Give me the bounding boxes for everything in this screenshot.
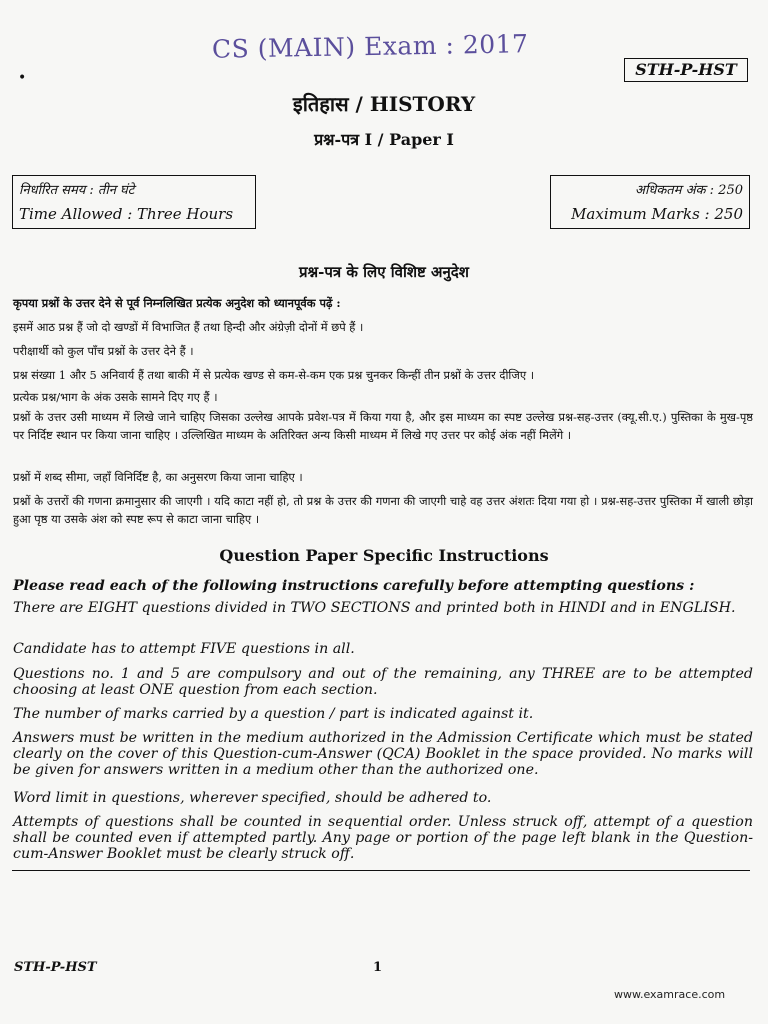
time-allowed-box: [12, 175, 256, 229]
english-instruction-item: Questions no. 1 and 5 are compulsory and out of the remaining, any THREE are to be attempted choosing at least ONE question from each section.: [13, 666, 753, 698]
hindi-instruction-item: प्रश्नों के उत्तरों की गणना क्रमानुसार की जाएगी । यदि काटा नहीं हो, तो प्रश्न के उत्तर की गणना की जाएगी चाहे वह उत्तर अंशतः दिया गया हो । प्रश्न-सह-उत्तर पुस्तिका में खाली छोड़ा हुआ पृष्ठ या उसके अंश को स्पष्ट रूप से काटा जाना चाहिए ।: [13, 494, 753, 526]
time-allowed-english: Time Allowed : Three Hours: [19, 205, 234, 223]
english-instruction-item: Candidate has to attempt FIVE questions in all.: [13, 641, 355, 657]
hindi-instruction-item: प्रश्न संख्या 1 और 5 अनिवार्य हैं तथा बाकी में से प्रत्येक खण्ड से कम-से-कम एक प्रश्न चुनकर किन्हीं तीन प्रश्नों के उत्तर दीजिए ।: [13, 368, 535, 382]
footer-paper-code: STH-P-HST: [14, 960, 97, 975]
paper-title: इतिहास / HISTORY: [292, 92, 476, 116]
exam-stamp: CS (MAIN) Exam : 2017: [211, 29, 529, 64]
hindi-instruction-item: प्रश्नों में शब्द सीमा, जहाँ विनिर्दिष्ट है, का अनुसरण किया जाना चाहिए ।: [13, 470, 303, 484]
english-instructions-heading: Question Paper Specific Instructions: [219, 546, 549, 565]
english-instruction-item: There are EIGHT questions divided in TWO SECTIONS and printed both in HINDI and in ENGLISH.: [13, 600, 736, 616]
hindi-instruction-item: परीक्षार्थी को कुल पाँच प्रश्नों के उत्तर देने हैं ।: [13, 344, 194, 358]
bottom-divider: [12, 870, 750, 871]
hindi-instructions-intro: कृपया प्रश्नों के उत्तर देने से पूर्व निम्नलिखित प्रत्येक अनुदेश को ध्यानपूर्वक पढ़ें :: [13, 296, 341, 310]
hindi-instruction-item: इसमें आठ प्रश्न हैं जो दो खण्डों में विभाजित हैं तथा हिन्दी और अंग्रेज़ी दोनों में छपे हैं ।: [13, 320, 364, 334]
page-number: 1: [373, 960, 383, 975]
paper-subtitle: प्रश्न-पत्र I / Paper I: [314, 130, 454, 149]
paper-code-box: STH-P-HST: [624, 58, 748, 82]
time-allowed-hindi: निर्धारित समय : तीन घंटे: [19, 183, 135, 198]
english-instructions-intro: Please read each of the following instructions carefully before attempting questions :: [13, 578, 695, 594]
hindi-instructions-heading: प्रश्न-पत्र के लिए विशिष्ट अनुदेश: [299, 263, 469, 281]
source-website: www.examrace.com: [614, 988, 726, 1001]
english-instruction-item: Word limit in questions, wherever specified, should be adhered to.: [13, 790, 492, 806]
maximum-marks-hindi: अधिकतम अंक : 250: [635, 183, 743, 198]
english-instruction-item: Answers must be written in the medium authorized in the Admission Certificate which must be stated clearly on the cover of this Question-cum-Answer (QCA) Booklet in the space provided. No marks will be given for answers written in a medium other than the authorized one.: [13, 730, 753, 778]
maximum-marks-box: [550, 175, 750, 229]
english-instruction-item: The number of marks carried by a question / part is indicated against it.: [13, 706, 534, 722]
english-instruction-item: Attempts of questions shall be counted in sequential order. Unless struck off, attempt of a question shall be counted even if attempted partly. Any page or portion of the page left blank in the Question-cum-Answer Booklet must be clearly struck off.: [13, 814, 753, 862]
hindi-instruction-item: प्रत्येक प्रश्न/भाग के अंक उसके सामने दिए गए हैं ।: [13, 390, 218, 404]
maximum-marks-english: Maximum Marks : 250: [571, 205, 743, 223]
hindi-instruction-item: प्रश्नों के उत्तर उसी माध्यम में लिखे जाने चाहिए जिसका उल्लेख आपके प्रवेश-पत्र में किया गया है, और इस माध्यम का स्पष्ट उल्लेख प्रश्न-सह-उत्तर (क्यू.सी.ए.) पुस्तिका के मुख-पृष्ठ पर निर्दिष्ट स्थान पर किया जाना चाहिए । उल्लिखित माध्यम के अतिरिक्त अन्य किसी माध्यम में लिखे गए उत्तर पर कोई अंक नहीं मिलेंगे ।: [13, 410, 753, 442]
page-mark: •: [18, 70, 27, 86]
